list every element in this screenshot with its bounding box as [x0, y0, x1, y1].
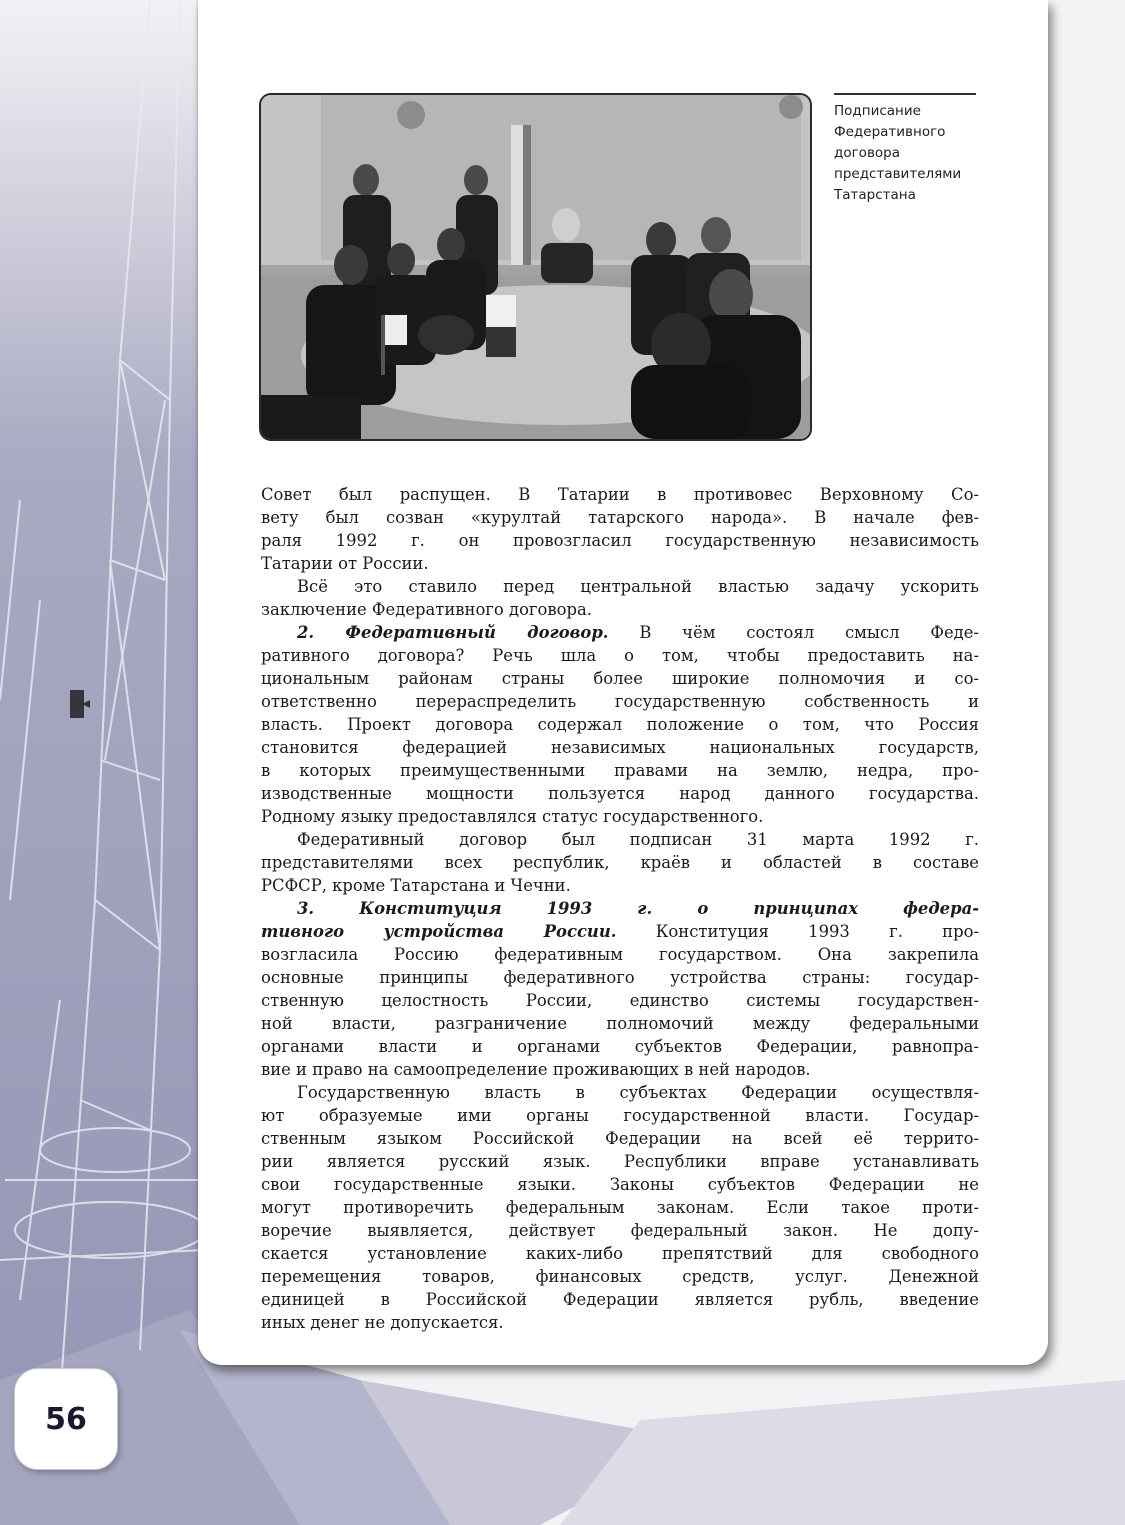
text-line: ответственно перераспределить государственную собственность и	[261, 692, 979, 711]
text-line: возгласила Россию федеративным государством. Она закрепила	[261, 945, 979, 964]
text-line: ют образуемые ими органы государственной власти. Государ-	[261, 1106, 979, 1125]
section-2-first-line	[261, 621, 979, 644]
caption-rule	[834, 93, 976, 95]
text-line: Государственную власть в субъектах Федерации осуществля-	[297, 1083, 979, 1102]
text-line: воречие выявляется, действует федеральный закон. Не допу-	[261, 1221, 979, 1240]
text-line: могут противоречить федеральным законам. Если такое проти-	[261, 1198, 979, 1217]
body-text	[261, 483, 979, 1334]
text-line: представителями всех республик, краёв и областей в составе	[261, 853, 979, 872]
text-line: органами власти и органами субъектов Федерации, равнопра-	[261, 1037, 979, 1056]
section-3-second-line	[261, 920, 979, 943]
text-line: заключение Федеративного договора.	[261, 600, 592, 619]
text-line: ративного договора? Речь шла о том, чтобы предоставить на-	[261, 646, 979, 665]
text-line: скается установление каких-либо препятствий для свободного	[261, 1244, 979, 1263]
text-line: Федеративный договор был подписан 31 марта 1992 г.	[297, 830, 979, 849]
text-line: изводственные мощности пользуется народ данного государства.	[261, 784, 979, 803]
photo-caption	[834, 101, 994, 206]
text-line: Совет был распущен. В Татарии в противовес Верховному Со-	[261, 485, 979, 504]
text-fragment: Конституция 1993 г. про-	[616, 922, 979, 941]
section-3-heading: 3. Конституция 1993 г. о принципах федера-	[297, 899, 979, 918]
text-line: иных денег не допускается.	[261, 1313, 504, 1332]
page-number: 56	[14, 1368, 118, 1470]
text-line: основные принципы федеративного устройства страны: государ-	[261, 968, 979, 987]
signing-photo	[259, 93, 812, 441]
text-line: вету был созван «курултай татарского народа». В начале фев-	[261, 508, 979, 527]
text-line: перемещения товаров, финансовых средств, услуг. Денежной	[261, 1267, 979, 1286]
text-line: в которых преимущественными правами на землю, недра, про-	[261, 761, 979, 780]
text-fragment: В чём состоял смысл Феде-	[608, 623, 979, 642]
text-line: Татарии от России.	[261, 554, 429, 573]
text-line: становится федерацией независимых национальных государств,	[261, 738, 979, 757]
text-line: РСФСР, кроме Татарстана и Чечни.	[261, 876, 571, 895]
text-line: свои государственные языки. Законы субъектов Федерации не	[261, 1175, 979, 1194]
text-line: вие и право на самоопределение проживающих в ней народов.	[261, 1060, 811, 1079]
caption-line: представителями	[834, 166, 962, 182]
text-line: ственную целостность России, единство системы государствен-	[261, 991, 979, 1010]
text-line: Родному языку предоставлялся статус государственного.	[261, 807, 764, 826]
text-line: ственным языком Российской Федерации на всей её террито-	[261, 1129, 979, 1148]
caption-line: договора	[834, 145, 901, 161]
text-line: циональным районам страны более широкие полномочия и со-	[261, 669, 979, 688]
caption-line: Федеративного	[834, 124, 946, 140]
text-line: единицей в Российской Федерации является рубль, введение	[261, 1290, 979, 1309]
section-2-heading: 2. Федеративный договор.	[297, 623, 609, 642]
text-line: Всё это ставило перед центральной властью задачу ускорить	[297, 577, 979, 596]
text-line: раля 1992 г. он провозгласил государственную независимость	[261, 531, 979, 550]
text-line: власть. Проект договора содержал положение о том, что Россия	[261, 715, 979, 734]
caption-line: Подписание	[834, 103, 921, 119]
caption-line: Татарстана	[834, 187, 916, 203]
text-line: ной власти, разграничение полномочий между федеральными	[261, 1014, 979, 1033]
section-3-heading-end: тивного устройства России.	[261, 922, 617, 941]
text-line: рии является русский язык. Республики вправе устанавливать	[261, 1152, 979, 1171]
